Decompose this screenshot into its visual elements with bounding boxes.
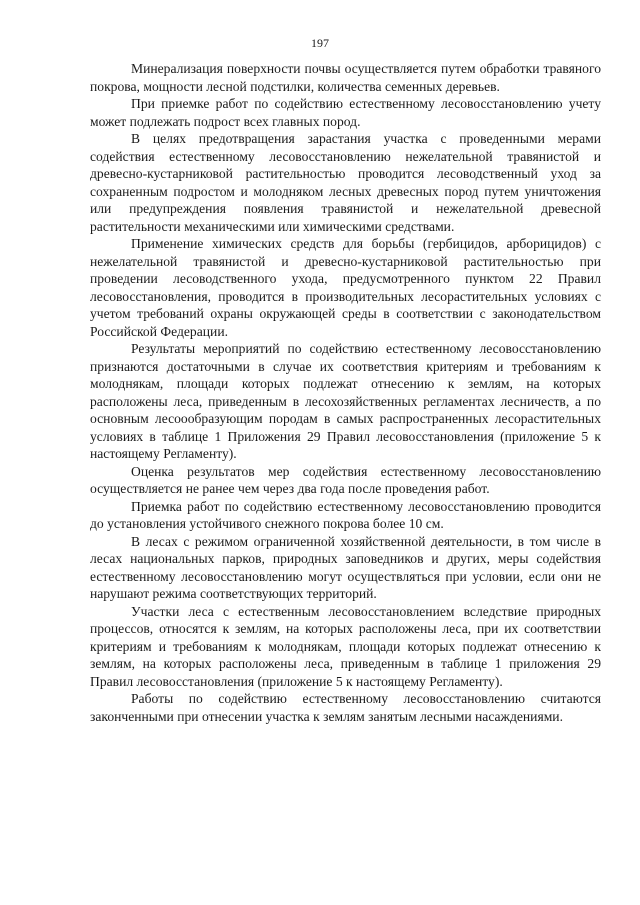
paragraph-work-acceptance: Приемка работ по содействию естественному лесовосстановлению проводится до установления устойчивого снежного покрова более 10 см. (90, 498, 601, 531)
document-body (90, 60, 601, 725)
paragraph-undergrowth-accounting: При приемке работ по содействию естественному лесовосстановлению учету может подлежать подрост всех главных пород. (90, 96, 601, 129)
paragraph-results-evaluation: Оценка результатов мер содействия естественному лесовосстановлению осуществляется не ранее чем через два года после проведения работ. (90, 463, 601, 496)
paragraph-overgrowth-prevention: В целях предотвращения зарастания участка с проведенными мерами содействия естественному лесовосстановлению нежелательной травянистой и древесно-кустарниковой растительностью проводится лесоводственный уход за сохраненным подростом и молодняком лесных древесных пород путем уничтожения или предупреждения появления травянистой и нежелательной древесной растительности механическими или химическими средствами. (90, 131, 601, 234)
paragraph-natural-regeneration: Участки леса с естественным лесовосстановлением вследствие природных процессов, относятся к землям, на которых расположены леса, при их соответствии критериям и требованиям к молоднякам, площади которых подлежат отнесению к землям, на которых расположены леса, приведенным в таблице 1 приложения 29 Правил лесовосстановления (приложение 5 к настоящему Регламенту). (90, 603, 601, 689)
paragraph-results-criteria: Результаты мероприятий по содействию естественному лесовосстановлению признаются достаточными в случае их соответствия критериям и требованиям к молоднякам, площади которых подлежат отнесению к землям, на которых расположены леса, приведенным в лесохозяйственных регламентах лесничеств, а по основным лесоообразующим породам в самых распространенных лесорастительных условиях в таблице 1 Приложения 29 Правил лесовосстановления (приложение 5 к настоящему Регламенту). (90, 341, 601, 461)
paragraph-mineralization: Минерализация поверхности почвы осуществляется путем обработки травяного покрова, мощности лесной подстилки, количества семенных деревьев. (90, 61, 601, 94)
paragraph-chemical-treatment: Применение химических средств для борьбы (гербицидов, арборицидов) с нежелательной травянистой и древесно-кустарниковой растительностью при проведении лесоводственного ухода, предусмотренного пунктом 22 Правил лесовосстановления, проводится в производительных лесорастительных условиях с учетом требований охраны окружающей среды в соответствии с законодательством Российской Федерации. (90, 236, 601, 339)
paragraph-work-completion: Работы по содействию естественному лесовосстановлению считаются законченными при отнесении участка к землям занятым лесными насаждениями. (90, 691, 601, 724)
page-number: 197 (311, 36, 329, 50)
paragraph-restricted-forests: В лесах с режимом ограниченной хозяйственной деятельности, в том числе в лесах национальных парков, природных заповедников и других, меры содействия естественному лесовосстановлению могут осуществляться при условии, если они не нарушают режима соответствующих территорий. (90, 533, 601, 601)
